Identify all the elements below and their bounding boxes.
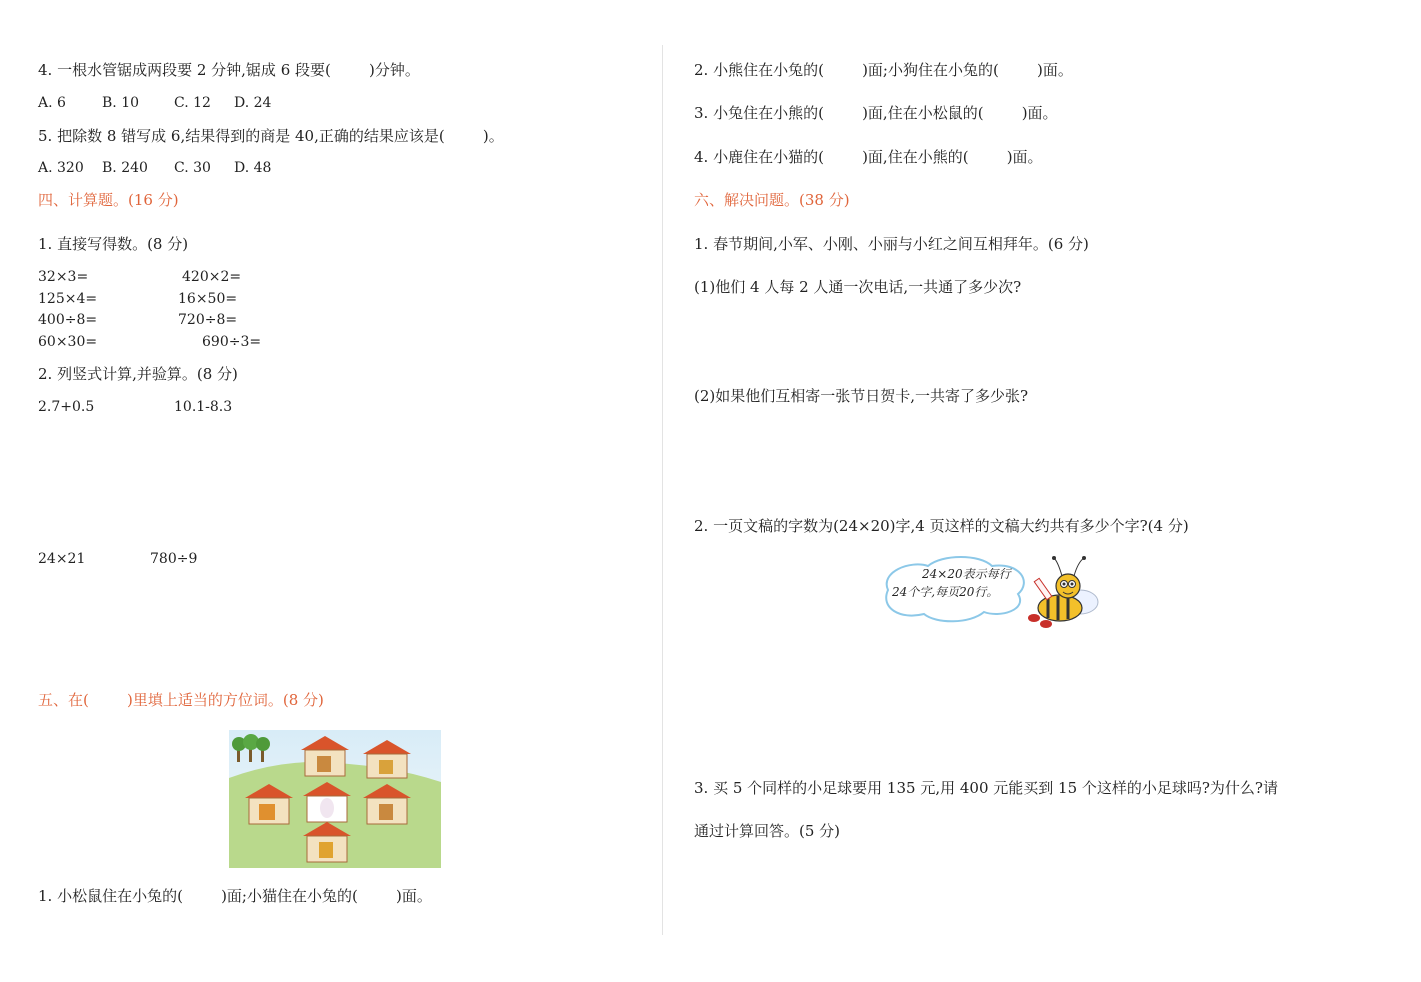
calc-item: 125×4= — [38, 291, 98, 307]
calc-item: 400÷8= — [38, 312, 98, 328]
problem-1-part-2: (2)如果他们互相寄一张节日贺卡,一共寄了多少张? — [694, 387, 1029, 405]
calc-item: 60×30= — [38, 334, 98, 350]
question-5: 5. 把除数 8 错写成 6,结果得到的商是 40,正确的结果应该是( )。 — [38, 127, 504, 145]
fill-question-4: 4. 小鹿住在小猫的( )面,住在小熊的( )面。 — [694, 148, 1043, 166]
q4-option-c: C. 12 — [174, 95, 211, 111]
calc-item: 32×3= — [38, 269, 89, 285]
bubble-text-line-2: 24个字,每页20行。 — [892, 585, 999, 599]
vertical-calc-item: 2.7+0.5 — [38, 399, 95, 415]
problem-2: 2. 一页文稿的字数为(24×20)字,4 页这样的文稿大约共有多少个字?(4 分) — [694, 517, 1189, 535]
bee-icon — [1028, 556, 1098, 628]
section-6-heading: 六、解决问题。(38 分) — [694, 191, 850, 209]
calc-2-title: 2. 列竖式计算,并验算。(8 分) — [38, 365, 238, 383]
q4-option-d: D. 24 — [234, 95, 272, 111]
fill-question-3: 3. 小兔住在小熊的( )面,住在小松鼠的( )面。 — [694, 104, 1058, 122]
q5-option-b: B. 240 — [102, 160, 148, 176]
section-5-heading: 五、在( )里填上适当的方位词。(8 分) — [38, 691, 324, 709]
calc-item: 16×50= — [178, 291, 238, 307]
village-illustration — [229, 730, 441, 868]
problem-3-line-1: 3. 买 5 个同样的小足球要用 135 元,用 400 元能买到 15 个这样的小足球吗?为什么?请 — [694, 779, 1278, 797]
calc-1-title: 1. 直接写得数。(8 分) — [38, 235, 189, 253]
q4-option-a: A. 6 — [38, 95, 66, 111]
problem-3-line-2: 通过计算回答。(5 分) — [694, 822, 841, 840]
vertical-calc-item: 24×21 — [38, 551, 86, 567]
bubble-text-line-1: 24×20表示每行 — [922, 567, 1011, 581]
question-4: 4. 一根水管锯成两段要 2 分钟,锯成 6 段要( )分钟。 — [38, 61, 420, 79]
bee-illustration — [880, 552, 1104, 634]
problem-1-part-1: (1)他们 4 人每 2 人通一次电话,一共通了多少次? — [694, 278, 1022, 296]
fill-question-2: 2. 小熊住在小兔的( )面;小狗住在小兔的( )面。 — [694, 61, 1073, 79]
calc-item: 420×2= — [182, 269, 242, 285]
column-divider — [662, 45, 663, 935]
calc-item: 690÷3= — [202, 334, 262, 350]
fill-question-1: 1. 小松鼠住在小兔的( )面;小猫住在小兔的( )面。 — [38, 887, 432, 905]
q5-option-a: A. 320 — [38, 160, 84, 176]
q5-option-d: D. 48 — [234, 160, 272, 176]
problem-1: 1. 春节期间,小军、小刚、小丽与小红之间互相拜年。(6 分) — [694, 235, 1089, 253]
calc-item: 720÷8= — [178, 312, 238, 328]
q4-option-b: B. 10 — [102, 95, 140, 111]
vertical-calc-item: 780÷9 — [150, 551, 198, 567]
vertical-calc-item: 10.1-8.3 — [174, 399, 233, 415]
q5-option-c: C. 30 — [174, 160, 211, 176]
section-4-heading: 四、计算题。(16 分) — [38, 191, 179, 209]
